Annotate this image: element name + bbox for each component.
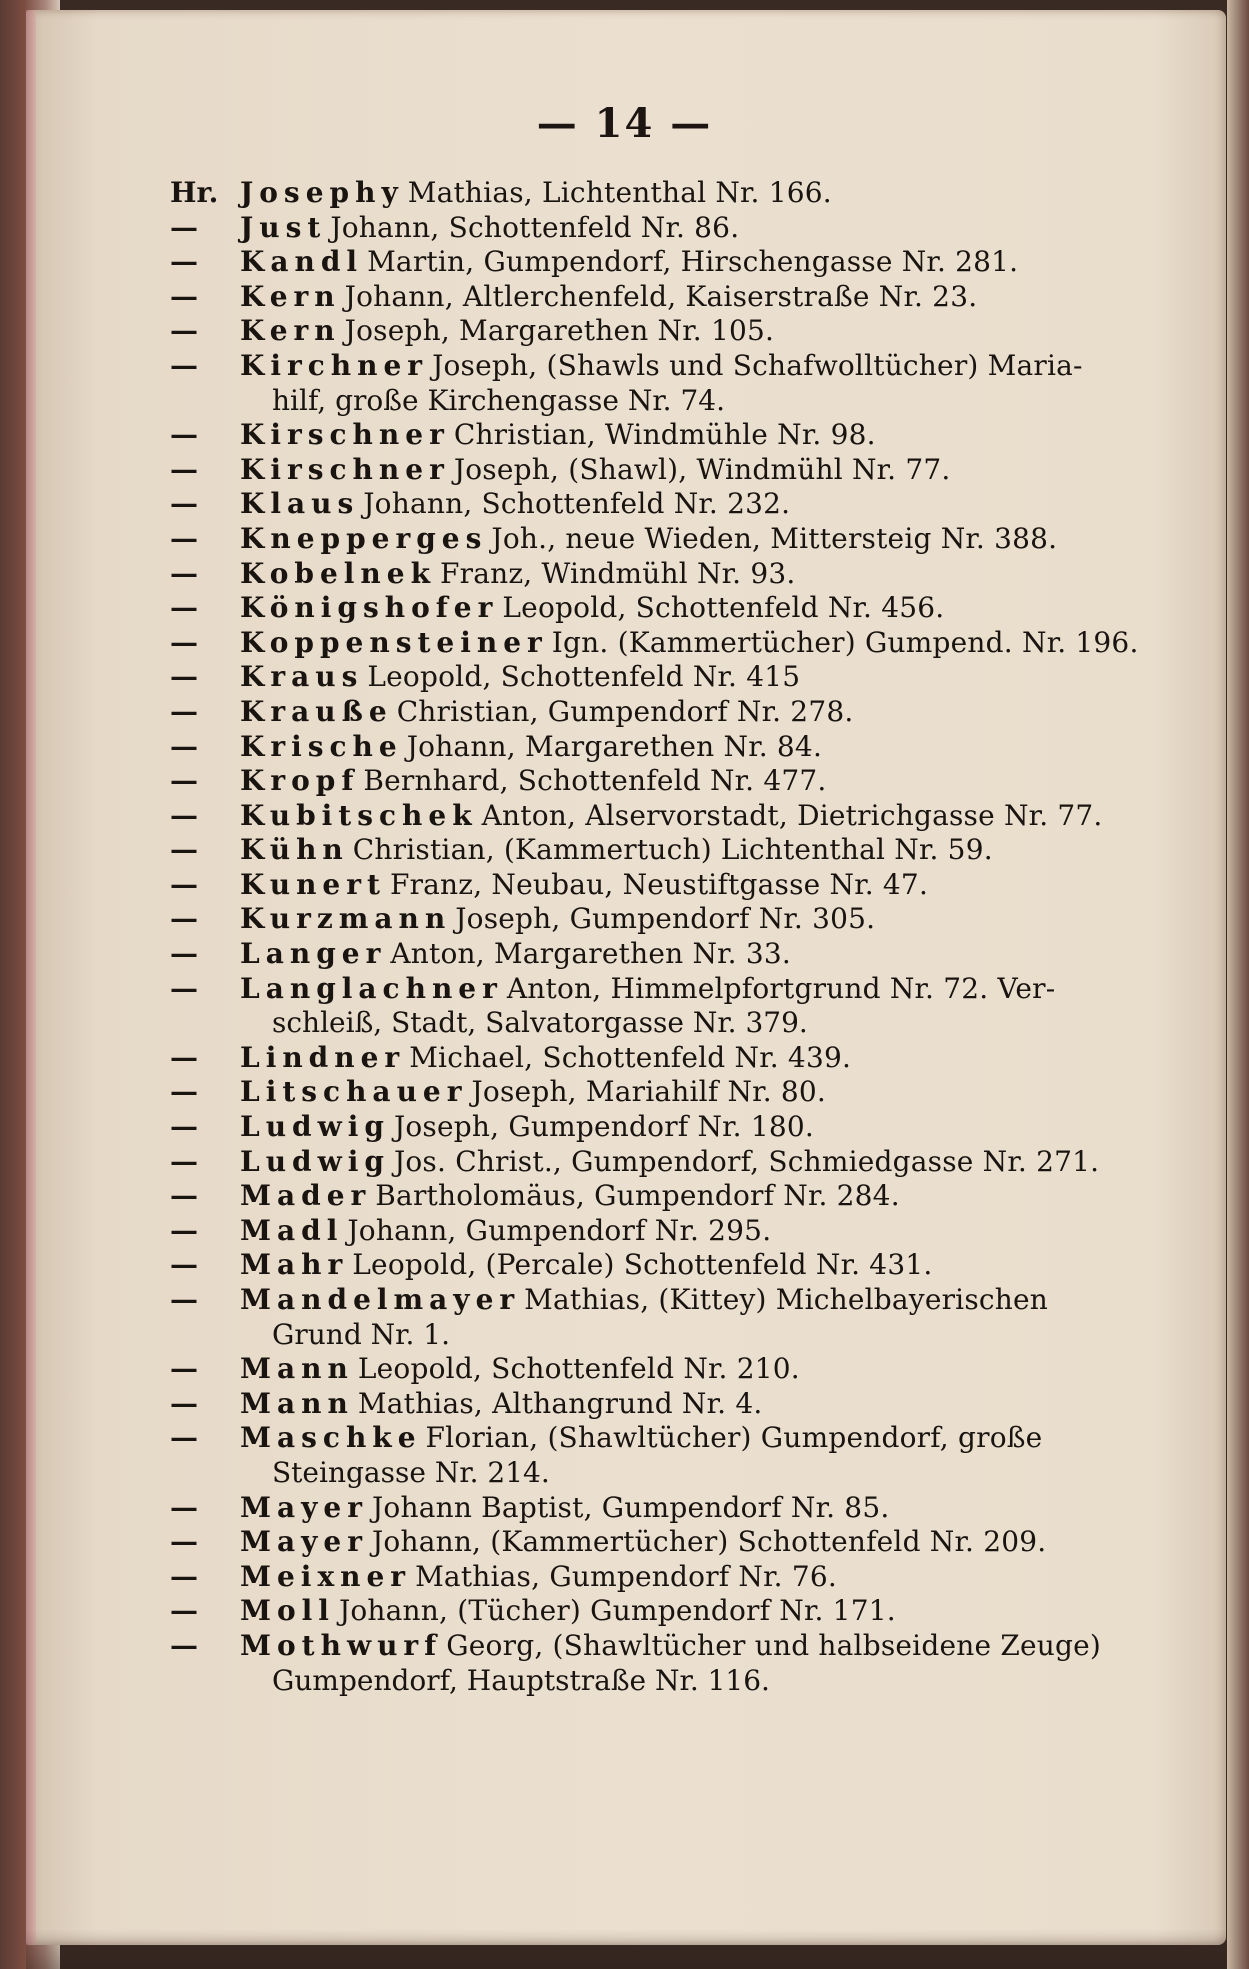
entry-surname: Kunert [240,867,386,901]
entry-surname: Kandl [240,245,364,279]
directory-entry [170,1179,1130,1214]
entry-text [240,626,1139,661]
entry-surname: Langer [240,937,387,971]
entry-marker: — [170,1248,198,1282]
entry-text [240,1075,1130,1110]
entry-marker: — [170,1352,198,1386]
entry-details: Anton, Himmelpfortgrund Nr. 72. Ver- [506,971,1056,1005]
entry-details: Leopold, (Percale) Schottenfeld Nr. 431. [352,1248,933,1282]
entry-surname: Kern [240,314,341,348]
entry-details: Georg, (Shawltücher und halbseidene Zeuge) [446,1628,1101,1662]
entry-text [240,1179,1130,1214]
entry-surname: Kropf [240,764,360,798]
entry-details: Anton, Margarethen Nr. 33. [390,937,791,971]
entry-surname: Krauße [240,694,393,728]
entry-text [240,591,1130,626]
directory-entry [170,176,1130,211]
directory-entry [170,1145,1130,1180]
entry-surname: Knepperges [240,521,488,555]
entry-surname: Kühn [240,833,349,867]
entry-details: Martin, Gumpendorf, Hirschengasse Nr. 281. [367,245,1019,279]
entry-text [240,1525,1130,1560]
entry-surname: Meixner [240,1559,412,1593]
directory-entry [170,695,1130,730]
entry-surname: Kraus [240,660,364,694]
entry-details: Bartholomäus, Gumpendorf Nr. 284. [375,1179,900,1213]
entry-surname: Königshofer [240,591,499,625]
entry-details: Leopold, Schottenfeld Nr. 456. [502,591,945,625]
entry-text [240,1283,1130,1318]
entry-details: Johann, Altlerchenfeld, Kaiserstraße Nr. 23. [344,279,978,313]
entry-text [240,833,1130,868]
entry-text [240,937,1130,972]
entry-details: Joseph, Gumpendorf Nr. 305. [455,902,876,936]
entry-marker: — [170,1040,198,1074]
directory-entry [170,557,1130,592]
entry-marker: — [170,1110,198,1144]
entry-marker: — [170,971,198,1005]
entry-continuation: Gumpendorf, Hauptstraße Nr. 116. [272,1663,770,1697]
entry-surname: Mann [240,1352,354,1386]
entry-details: Mathias, Gumpendorf Nr. 76. [415,1559,837,1593]
entry-surname: Mader [240,1179,372,1213]
directory-entries [170,176,1139,1698]
entry-text [240,695,1130,730]
entry-surname: Ludwig [240,1110,390,1144]
directory-entry [170,1110,1130,1145]
entry-surname: Kubitschek [240,798,478,832]
entry-continuation: Grund Nr. 1. [272,1317,450,1351]
entry-surname: Langlachner [240,971,503,1005]
directory-entry [170,937,1130,972]
entry-details: Johann, (Tücher) Gumpendorf Nr. 171. [338,1594,896,1628]
directory-entry [170,833,1130,868]
directory-entry [170,349,1130,384]
entry-marker: — [170,1525,198,1559]
entry-text [240,314,1130,349]
entry-text [240,799,1130,834]
entry-text [240,1248,1130,1283]
entry-details: Ign. (Kammertücher) Gumpend. Nr. 196. [551,625,1139,659]
entry-marker: — [170,245,198,279]
bottom-shadow [26,1929,1226,1969]
directory-entry [170,1594,1130,1629]
entry-details: Johann, Schottenfeld Nr. 86. [330,210,740,244]
directory-entry [170,1560,1130,1595]
entry-details: Michael, Schottenfeld Nr. 439. [409,1040,852,1074]
entry-marker: — [170,937,198,971]
entry-details: Joh., neue Wieden, Mittersteig Nr. 388. [491,521,1058,555]
entry-surname: Maschke [240,1421,422,1455]
entry-details: Christian, (Kammertuch) Lichtenthal Nr. 59. [352,833,993,867]
entry-marker: — [170,279,198,313]
directory-entry [170,1352,1130,1387]
entry-details: Joseph, Gumpendorf Nr. 180. [393,1110,814,1144]
entry-surname: Kirschner [240,452,450,486]
entry-continuation-line [170,1456,1130,1491]
entry-surname: Lindner [240,1040,406,1074]
entry-marker: — [170,521,198,555]
entry-marker: — [170,1594,198,1628]
directory-entry [170,280,1130,315]
entry-text [240,1491,1130,1526]
entry-surname: Madl [240,1213,344,1247]
page-number: — 14 — [536,100,713,147]
entry-text [240,1110,1130,1145]
entry-continuation-line [170,1318,1130,1353]
entry-marker: — [170,867,198,901]
entry-surname: Kurzmann [240,902,452,936]
entry-text [240,1041,1130,1076]
entry-marker: — [170,487,198,521]
entry-marker: — [170,764,198,798]
entry-marker: — [170,591,198,625]
entry-surname: Kern [240,279,341,313]
entry-marker: — [170,1386,198,1420]
entry-marker: — [170,625,198,659]
directory-entry [170,453,1130,488]
entry-surname: Klaus [240,487,360,521]
directory-entry [170,1491,1130,1526]
entry-text [240,418,1130,453]
entry-surname: Kobelnek [240,556,436,590]
directory-entry [170,1214,1130,1249]
entry-text [240,522,1130,557]
entry-details: Johann, Margarethen Nr. 84. [406,729,823,763]
entry-details: Johann, Gumpendorf Nr. 295. [347,1213,772,1247]
entry-surname: Kirschner [240,418,450,452]
entry-details: Anton, Alservorstadt, Dietrichgasse Nr. 77. [481,798,1103,832]
entry-text [240,1387,1130,1422]
entry-text [240,1560,1130,1595]
directory-entry [170,245,1130,280]
directory-entry [170,1525,1130,1560]
entry-details: Franz, Neubau, Neustiftgasse Nr. 47. [389,867,929,901]
entry-surname: Kirchner [240,348,429,382]
entry-marker: — [170,660,198,694]
entry-details: Johann Baptist, Gumpendorf Nr. 85. [371,1490,890,1524]
entry-marker: — [170,1559,198,1593]
entry-surname: Mothwurf [240,1628,443,1662]
entry-marker: — [170,418,198,452]
entry-marker: — [170,1179,198,1213]
entry-text [240,764,1130,799]
directory-entry [170,1041,1130,1076]
entry-marker: — [170,348,198,382]
entry-surname: Mayer [240,1490,368,1524]
entry-details: Leopold, Schottenfeld Nr. 210. [357,1352,800,1386]
entry-text [240,1629,1130,1664]
entry-surname: Josephy [240,176,404,209]
directory-entry [170,314,1130,349]
entry-details: Johann, (Kammertücher) Schottenfeld Nr. 209. [371,1525,1047,1559]
entry-text [240,1145,1130,1180]
directory-entry [170,1421,1130,1456]
directory-entry [170,660,1130,695]
entry-marker: — [170,452,198,486]
entry-details: Mathias, Lichtenthal Nr. 166. [407,176,832,209]
entry-text [240,557,1130,592]
entry-details: Mathias, Althangrund Nr. 4. [357,1386,763,1420]
entry-marker: — [170,314,198,348]
directory-entry [170,1248,1130,1283]
entry-marker: — [170,729,198,763]
entry-marker: — [170,210,198,244]
entry-surname: Just [240,210,327,244]
entry-details: Johann, Schottenfeld Nr. 232. [363,487,791,521]
entry-surname: Krische [240,729,403,763]
entry-text [240,868,1130,903]
entry-marker: — [170,833,198,867]
directory-entry [170,1629,1130,1664]
directory-entry [170,1283,1130,1318]
directory-entry [170,487,1130,522]
entry-continuation: hilf, große Kirchengasse Nr. 74. [272,383,725,417]
entry-text [240,1214,1130,1249]
entry-surname: Moll [240,1594,335,1628]
entry-surname: Litschauer [240,1075,468,1109]
entry-continuation: schleiß, Stadt, Salvatorgasse Nr. 379. [272,1006,808,1040]
directory-entry [170,868,1130,903]
entry-text [240,211,1130,246]
entry-marker: — [170,1421,198,1455]
entry-continuation-line [170,384,1130,419]
entry-details: Mathias, (Kittey) Michelbayerischen [524,1283,1049,1316]
entry-details: Jos. Christ., Gumpendorf, Schmiedgasse Nr. 271. [393,1144,1100,1178]
entry-continuation-line [170,1006,1130,1041]
entry-marker: — [170,1144,198,1178]
directory-entry [170,764,1130,799]
entry-marker: — [170,556,198,590]
entry-text [240,1421,1130,1456]
entry-text [240,487,1130,522]
directory-entry [170,1387,1130,1422]
entry-text [240,176,1130,211]
entry-details: Joseph, Margarethen Nr. 105. [344,314,775,348]
entry-marker: — [170,798,198,832]
entry-details: Leopold, Schottenfeld Nr. 415 [367,660,801,694]
directory-entry [170,418,1130,453]
directory-entry [170,972,1130,1007]
directory-entry [170,211,1130,246]
entry-surname: Koppensteiner [240,625,548,659]
page-right-edge [1227,0,1249,1969]
entry-text [240,1594,1130,1629]
directory-entry [170,522,1130,557]
page-gutter-edge [26,10,36,1945]
directory-entry [170,799,1130,834]
entry-details: Joseph, (Shawl), Windmühl Nr. 77. [453,452,951,486]
entry-continuation: Steingasse Nr. 214. [272,1455,550,1489]
entry-text [240,349,1130,384]
entry-continuation-line [170,1664,1130,1699]
entry-marker: — [170,902,198,936]
entry-details: Florian, (Shawltücher) Gumpendorf, große [425,1421,1043,1455]
entry-marker: — [170,1283,198,1316]
entry-text [240,245,1130,280]
entry-details: Christian, Windmühle Nr. 98. [453,418,876,452]
entry-details: Christian, Gumpendorf Nr. 278. [396,694,854,728]
directory-entry [170,1075,1130,1110]
entry-surname: Mayer [240,1525,368,1559]
entry-marker: Hr. [170,176,219,209]
directory-entry [170,625,1139,661]
entry-text [240,280,1130,315]
entry-surname: Ludwig [240,1144,390,1178]
entry-marker: — [170,694,198,728]
entry-details: Joseph, (Shawls und Schafwolltücher) Maria- [432,348,1083,382]
directory-entry [170,730,1130,765]
directory-entry [170,902,1130,937]
entry-surname: Mahr [240,1248,349,1282]
entry-marker: — [170,1490,198,1524]
entry-text [240,730,1130,765]
entry-marker: — [170,1213,198,1247]
entry-text [240,660,1130,695]
entry-marker: — [170,1075,198,1109]
entry-surname: Mandelmayer [240,1283,521,1316]
entry-details: Franz, Windmühl Nr. 93. [440,556,796,590]
entry-details: Joseph, Mariahilf Nr. 80. [471,1075,827,1109]
entry-text [240,1352,1130,1387]
entry-text [240,453,1130,488]
entry-marker: — [170,1628,198,1662]
entry-details: Bernhard, Schottenfeld Nr. 477. [363,764,827,798]
entry-text [240,902,1130,937]
entry-surname: Mann [240,1386,354,1420]
directory-entry [170,591,1130,626]
entry-text [240,972,1130,1007]
